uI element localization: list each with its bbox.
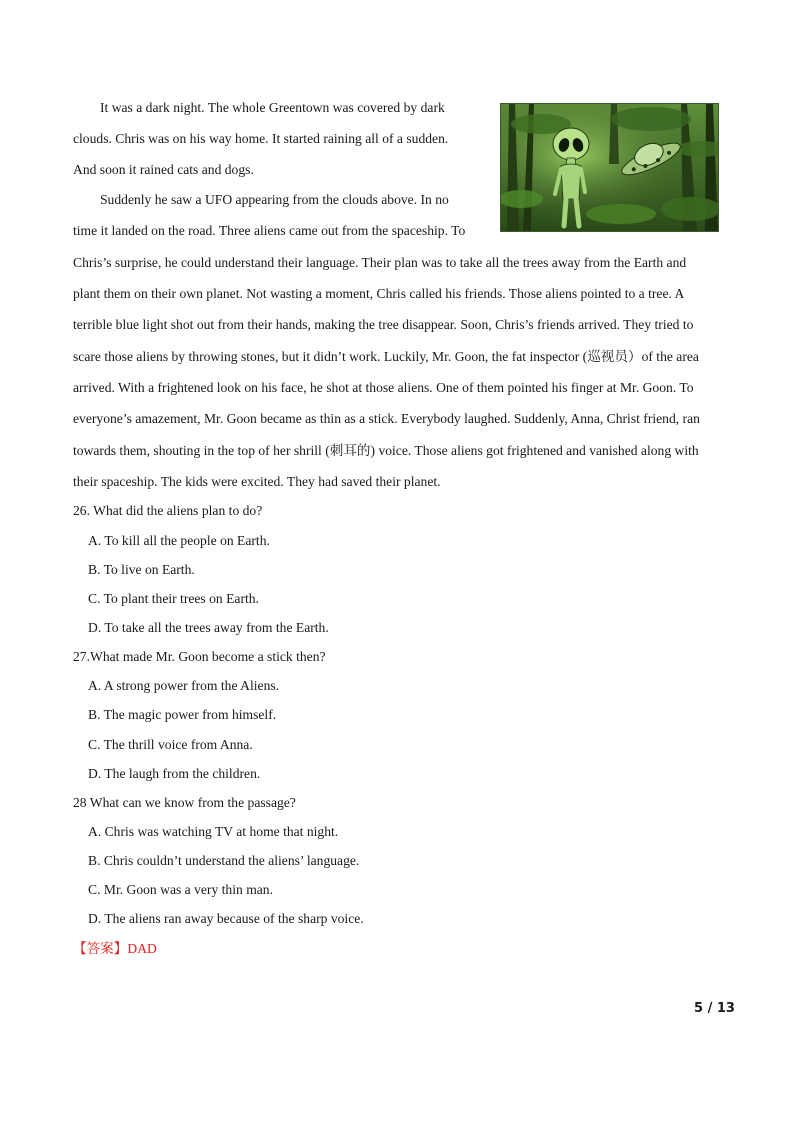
alien-illustration	[500, 103, 719, 232]
question-27-option-c: C. The thrill voice from Anna.	[88, 737, 253, 752]
passage-line: Chris’s surprise, he could understand their language. Their plan was to take all the trees away from the Earth and	[73, 255, 687, 270]
question-26-option-a: A. To kill all the people on Earth.	[88, 533, 270, 548]
passage-line: terrible blue light shot out from their hands, making the tree disappear. Soon, Chris’s friends arrived. They tried to	[73, 317, 694, 332]
passage-line: towards them, shouting in the top of her shrill (刺耳的) voice. Those aliens got frightened and vanished along with	[73, 443, 699, 458]
alien-jungle-image	[501, 104, 718, 231]
question-26-option-c: C. To plant their trees on Earth.	[88, 591, 259, 606]
passage-line: their spaceship. The kids were excited. They had saved their planet.	[73, 474, 441, 489]
passage-line: time it landed on the road. Three aliens came out from the spaceship. To	[73, 223, 466, 238]
answer-key: 【答案】DAD	[73, 941, 157, 956]
question-28-option-a: A. Chris was watching TV at home that night.	[88, 824, 339, 839]
passage-line: And soon it rained cats and dogs.	[73, 162, 254, 177]
passage-line: arrived. With a frightened look on his face, he shot at those aliens. One of them pointed his finger at Mr. Goon. To	[73, 380, 694, 395]
question-27-option-d: D. The laugh from the children.	[88, 766, 261, 781]
passage-line: Suddenly he saw a UFO appearing from the clouds above. In no	[100, 192, 449, 207]
question-27-stem: 27.What made Mr. Goon become a stick then?	[73, 649, 326, 664]
question-27-option-b: B. The magic power from himself.	[88, 707, 277, 722]
passage-line: plant them on their own planet. Not wasting a moment, Chris called his friends. Those aliens pointed to a tree. A	[73, 286, 685, 301]
question-28-stem: 28 What can we know from the passage?	[73, 795, 296, 810]
page-number: 5 / 13	[694, 1001, 735, 1016]
question-28-option-b: B. Chris couldn’t understand the aliens’ language.	[88, 853, 360, 868]
question-26-stem: 26. What did the aliens plan to do?	[73, 503, 263, 518]
question-28-option-d: D. The aliens ran away because of the sharp voice.	[88, 911, 364, 926]
question-27-option-a: A. A strong power from the Aliens.	[88, 678, 280, 693]
passage-line: everyone’s amazement, Mr. Goon became as thin as a stick. Everybody laughed. Suddenly, Anna, Christ friend, ran	[73, 411, 700, 426]
question-28-option-c: C. Mr. Goon was a very thin man.	[88, 882, 274, 897]
passage-line: It was a dark night. The whole Greentown was covered by dark	[100, 100, 445, 115]
question-26-option-d: D. To take all the trees away from the Earth.	[88, 620, 329, 635]
passage-line: scare those aliens by throwing stones, but it didn’t work. Luckily, Mr. Goon, the fat inspector (巡视员）of the area	[73, 349, 699, 364]
question-26-option-b: B. To live on Earth.	[88, 562, 195, 577]
passage-line: clouds. Chris was on his way home. It started raining all of a sudden.	[73, 131, 449, 146]
